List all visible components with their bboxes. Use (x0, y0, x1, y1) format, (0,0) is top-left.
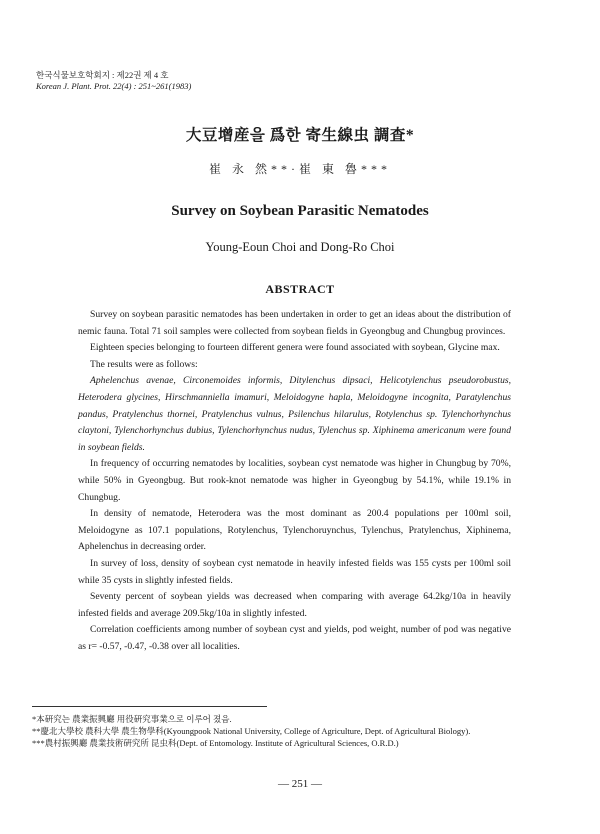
abstract-paragraph: Eighteen species belonging to fourteen different genera were found associated with soybean, Glycine max. (90, 342, 500, 354)
abstract-paragraph: Seventy percent of soybean yields was decreased when comparing with average 64.2kg/10a in heavily infested fields and average 209.5kg/10a in slightly infested. (78, 591, 511, 619)
footnote-divider (32, 706, 267, 707)
journal-citation (36, 70, 191, 92)
footnote-affiliation-2: ***農村振興廳 農業技術硏究所 昆虫科(Dept. of Entomology. Institute of Agricultural Sciences, O.R.D.) (32, 738, 399, 748)
abstract-paragraph: In frequency of occurring nematodes by localities, soybean cyst nematode was higher in Chungbug by 70%, while 50% in Gyeongbug. But rook-knot nematode was higher in Gyeongbug by 54.1%, while 19.1% in Chungbug. (78, 458, 511, 503)
journal-citation-korean: 한국식물보호학회지 : 제22권 제 4 호 (36, 70, 169, 80)
abstract-paragraph: In density of nematode, Heterodera was the most dominant as 200.4 populations per 100ml soil, Meloidogyne as 107.1 populations, Rotylenchus, Tylenchoruynchus, Tylenchus, Pratylenchus, Xiphinema, Aphelenchus in decreasing order. (78, 508, 511, 553)
title-korean: 大豆增産을 爲한 寄生線虫 調査* (185, 127, 415, 144)
authors-korean: 崔 永 然**·崔 東 魯*** (209, 162, 391, 176)
footnote-affiliation-1: **慶北大學校 農科大學 農生物學科(Kyoungpook National University, College of Agriculture, Dept. of Agricultural Biology). (32, 726, 471, 736)
page-number: — 251 — (278, 778, 322, 790)
abstract-paragraph-species: Aphelenchus avenae, Circonemoides informis, Ditylenchus dipsaci, Helicotylenchus pseudorobustus, Heterodera glycines, Hirschmanniella imamuri, Meloidogyne hapla, Meloidogyne incognita, Paratylenchus pandus, Pratylenchus thornei, Pratylenchus vulnus, Psilenchus hilarulus, Rotylenchus sp. Tylenchorhynchus claytoni, Tylenchorhynchus dubius, Tylenchorhynchus nudus, Tylenchus sp. Xiphinema americanum were found in soybean fields. (78, 375, 511, 453)
authors-english: Young-Eoun Choi and Dong-Ro Choi (205, 240, 395, 254)
abstract-paragraph: Survey on soybean parasitic nematodes has been undertaken in order to get an ideas about the distribution of nemic fauna. Total 71 soil samples were collected from soybean fields in Gyeongbug and Chungbug provinces. (78, 309, 511, 337)
footnotes (32, 713, 544, 749)
abstract-paragraph: The results were as follows: (90, 358, 198, 370)
title-english: Survey on Soybean Parasitic Nematodes (171, 203, 429, 219)
abstract-paragraph: In survey of loss, density of soybean cyst nematode in heavily infested fields was 155 cysts per 100ml soil while 35 cysts in slightly infested fields. (78, 557, 511, 586)
abstract-paragraph: Correlation coefficients among number of soybean cyst and yields, pod weight, number of pod was negative as r= -0.57, -0.47, -0.38 over all localities. (78, 624, 511, 652)
footnote-funding: *本硏究는 農業振興廳 用役硏究事業으로 이루어 졌음. (32, 714, 232, 724)
abstract-heading: ABSTRACT (265, 282, 335, 296)
abstract-body (78, 307, 511, 655)
journal-citation-english: Korean J. Plant. Prot. 22(4) : 251~261(1983) (36, 81, 192, 91)
